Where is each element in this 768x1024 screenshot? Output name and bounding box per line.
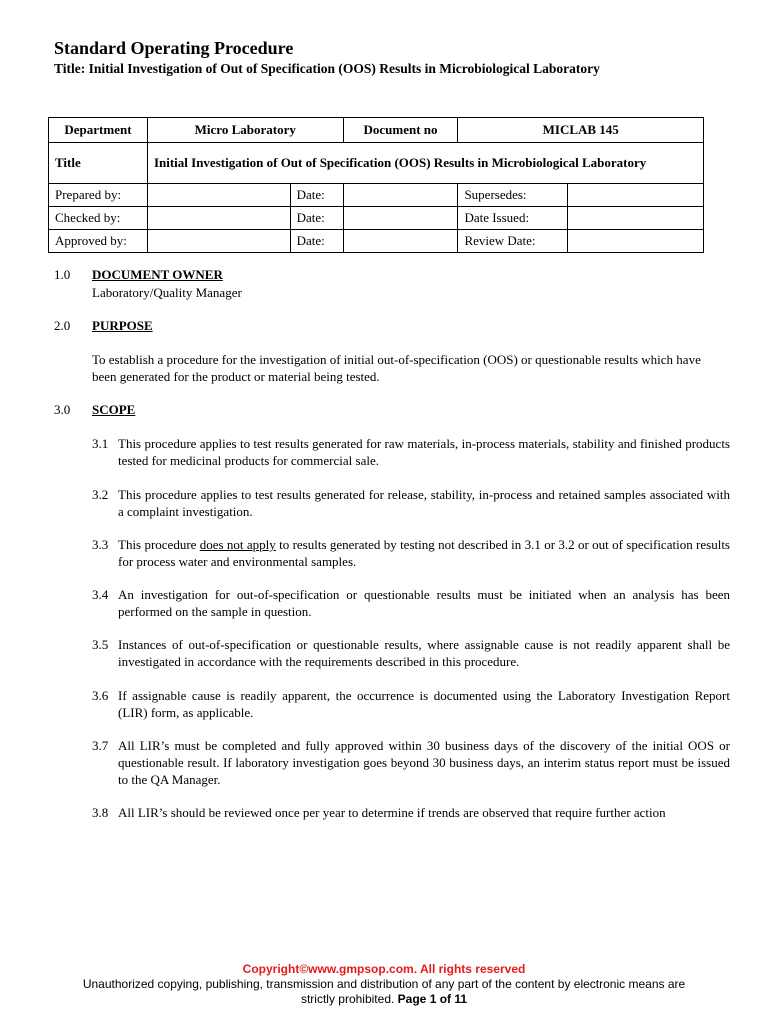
review-date-value bbox=[568, 230, 704, 253]
page-footer bbox=[0, 962, 768, 1007]
distribution-notice: Unauthorized copying, publishing, transmission and distribution of any part of the content by electronic means are bbox=[82, 977, 686, 991]
does-not-apply-emphasis: does not apply bbox=[199, 537, 276, 552]
approved-by-value bbox=[147, 230, 290, 253]
item-text-part: to results generated by testing not described in 3.1 or 3.2 or out of specification results for process water and environmental samples. bbox=[118, 537, 730, 569]
purpose-text: To establish a procedure for the investigation of initial out-of-specification (OOS) or questionable results which have been generated for the product or material being tested. bbox=[92, 352, 701, 384]
checked-date-value bbox=[343, 207, 458, 230]
item-number: 3.2 bbox=[92, 487, 109, 502]
item-text bbox=[118, 536, 730, 570]
item-text: All LIR’s should be reviewed once per year to determine if trends are observed that require further action bbox=[118, 805, 666, 820]
department-label: Department bbox=[49, 118, 148, 143]
item-text: All LIR’s must be completed and fully approved within 30 business days of the discovery of the initial OOS or questionable result. If laboratory investigation goes beyond 30 business days, an interim status report must be issued to the QA Manager. bbox=[118, 738, 730, 787]
item-text: This procedure applies to test results generated for raw materials, in-process materials, stability and finished products tested for medicinal products for commercial sale. bbox=[118, 436, 730, 468]
item-number: 3.8 bbox=[92, 805, 109, 820]
prepared-date-value bbox=[343, 184, 458, 207]
document-no-label: Document no bbox=[343, 118, 458, 143]
list-item bbox=[92, 687, 730, 721]
list-item bbox=[92, 636, 730, 670]
distribution-notice-end bbox=[0, 992, 768, 1007]
list-item bbox=[92, 435, 730, 469]
section-title-scope: SCOPE bbox=[92, 402, 136, 417]
document-metadata-table bbox=[48, 117, 704, 253]
approved-by-label: Approved by: bbox=[49, 230, 148, 253]
list-item bbox=[92, 536, 730, 570]
supersedes-label: Supersedes: bbox=[458, 184, 568, 207]
table-row bbox=[49, 118, 704, 143]
table-row bbox=[49, 207, 704, 230]
checked-by-label: Checked by: bbox=[49, 207, 148, 230]
item-number: 3.5 bbox=[92, 637, 109, 652]
item-number: 3.3 bbox=[92, 537, 109, 552]
document-subtitle: Title: Initial Investigation of Out of Specification (OOS) Results in Microbiological Laboratory bbox=[54, 61, 600, 76]
item-text-part: This procedure bbox=[118, 537, 200, 552]
document-no-value: MICLAB 145 bbox=[458, 118, 704, 143]
item-text: Instances of out-of-specification or questionable results, where assignable cause is not readily apparent shall be investigated in accordance with the requirements described in this procedure. bbox=[118, 637, 730, 669]
title-value: Initial Investigation of Out of Specification (OOS) Results in Microbiological Laboratory bbox=[147, 143, 703, 184]
prepared-date-label: Date: bbox=[290, 184, 343, 207]
approved-date-value bbox=[343, 230, 458, 253]
document-owner-text: Laboratory/Quality Manager bbox=[92, 285, 242, 300]
item-number: 3.1 bbox=[92, 436, 109, 451]
section-number: 2.0 bbox=[54, 318, 71, 333]
supersedes-value bbox=[568, 184, 704, 207]
prepared-by-value bbox=[147, 184, 290, 207]
list-item bbox=[92, 737, 730, 788]
document-heading: Standard Operating Procedure bbox=[54, 38, 294, 58]
item-number: 3.4 bbox=[92, 587, 109, 602]
list-item bbox=[92, 586, 730, 620]
item-text: This procedure applies to test results generated for release, stability, in-process and retained samples associated with a complaint investigation. bbox=[118, 487, 730, 519]
item-number: 3.6 bbox=[92, 688, 109, 703]
item-text: An investigation for out-of-specification or questionable results must be initiated when an analysis has been performed on the sample in question. bbox=[118, 587, 730, 619]
approved-date-label: Date: bbox=[290, 230, 343, 253]
copyright-notice: Copyright©www.gmpsop.com. All rights reserved bbox=[242, 962, 526, 976]
title-label: Title bbox=[49, 143, 148, 184]
list-item bbox=[92, 804, 730, 821]
item-text: If assignable cause is readily apparent, the occurrence is documented using the Laboratory Investigation Report (LIR) form, as applicable. bbox=[118, 688, 730, 720]
table-row bbox=[49, 230, 704, 253]
date-issued-label: Date Issued: bbox=[458, 207, 568, 230]
table-row bbox=[49, 184, 704, 207]
page-number: Page 1 of 11 bbox=[397, 992, 468, 1006]
section-title-purpose: PURPOSE bbox=[92, 318, 153, 333]
section-title-document-owner: DOCUMENT OWNER bbox=[92, 267, 223, 282]
checked-by-value bbox=[147, 207, 290, 230]
review-date-label: Review Date: bbox=[458, 230, 568, 253]
date-issued-value bbox=[568, 207, 704, 230]
department-value: Micro Laboratory bbox=[147, 118, 343, 143]
section-number: 3.0 bbox=[54, 402, 71, 417]
distribution-notice-text: strictly prohibited. bbox=[300, 992, 395, 1006]
section-number: 1.0 bbox=[54, 267, 71, 282]
checked-date-label: Date: bbox=[290, 207, 343, 230]
list-item bbox=[92, 486, 730, 520]
item-number: 3.7 bbox=[92, 738, 109, 753]
prepared-by-label: Prepared by: bbox=[49, 184, 148, 207]
table-row bbox=[49, 143, 704, 184]
